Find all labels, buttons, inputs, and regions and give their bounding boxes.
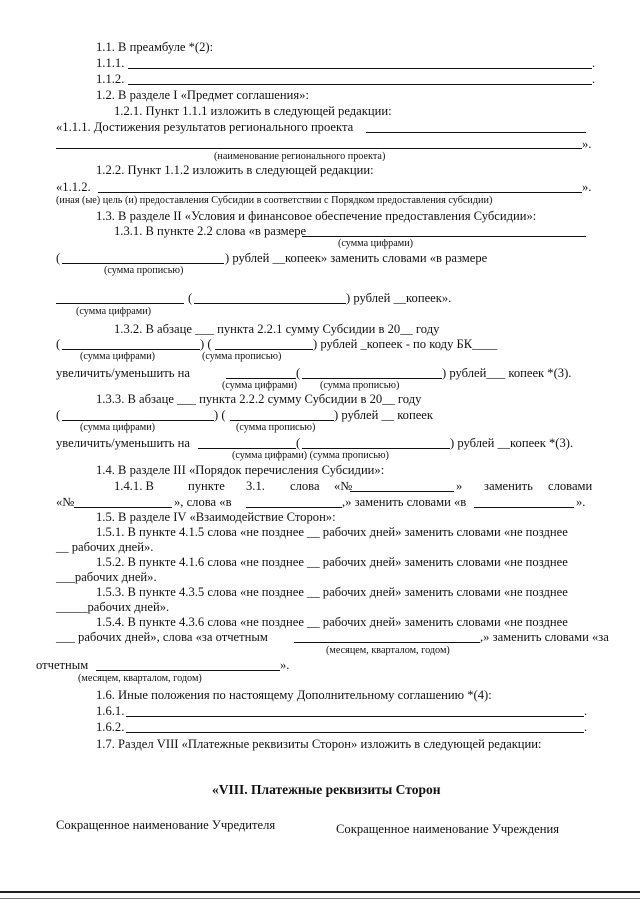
clause-1-3-2: 1.3.2. В абзаце ___ пункта 2.2.1 сумму Субсидии в 20__ году [114, 322, 440, 336]
blank-line[interactable] [126, 716, 584, 717]
clause-1-5-2: 1.5.2. В пункте 4.1.6 слова «не позднее __ рабочих дней» заменить словами «не позднее [96, 555, 568, 569]
blank-line[interactable] [56, 303, 184, 304]
paren: ( [296, 366, 301, 380]
rub-kop-3b: ) рублей __копеек *(3). [450, 436, 574, 450]
blank-line[interactable] [302, 448, 450, 449]
blank-line[interactable] [98, 192, 582, 193]
label-sum-digits: (сумма цифрами) [222, 380, 298, 391]
period: . [592, 56, 596, 70]
word: ,» заменить словами «в [342, 495, 467, 509]
label-sum-words: (сумма прописью) [320, 380, 400, 391]
label-sum-digits: (сумма цифрами) [338, 238, 414, 249]
word: » [456, 479, 463, 493]
label-sum-words: (сумма прописью) [104, 265, 184, 276]
blank-line[interactable] [302, 378, 442, 379]
clause-1-2-1: 1.2.1. Пункт 1.1.1 изложить в следующей редакции: [114, 104, 392, 118]
clause-1-3-1: 1.3.1. В пункте 2.2 слова «в размере [114, 224, 307, 238]
period: . [584, 704, 588, 718]
increase-decrease: увеличить/уменьшить на [56, 366, 190, 380]
clause-1-1-2: 1.1.2. [96, 72, 125, 86]
word: заменить [484, 479, 533, 493]
blank-line[interactable] [128, 84, 592, 85]
word: слова [290, 479, 320, 493]
institution-label: Сокращенное наименование Учреждения [336, 822, 560, 836]
increase-decrease: увеличить/уменьшить на [56, 436, 190, 450]
paren: ( [188, 291, 193, 305]
clause-1-6: 1.6. Иные положения по настоящему Дополнительному соглашению *(4): [96, 688, 492, 702]
page-bottom-edge [0, 891, 640, 893]
clause-1-2-2: 1.2.2. Пункт 1.1.2 изложить в следующей редакции: [96, 163, 374, 177]
blank-line[interactable] [294, 642, 480, 643]
blank-line[interactable] [474, 507, 574, 508]
label-sum-digits: (сумма цифрами) [76, 306, 152, 317]
label-goals: (иная (ые) цель (и) предоставления Субсидии в соответствии с Порядком предоставления субсидии) [56, 195, 493, 206]
clause-1-1-1: 1.1.1. [96, 56, 125, 70]
clause-1-6-2: 1.6.2. [96, 720, 125, 734]
clause-1-5-4: 1.5.4. В пункте 4.3.6 слова «не позднее __ рабочих дней» заменить словами «не позднее [96, 615, 568, 629]
clause-1-1: 1.1. В преамбуле *(2): [96, 40, 214, 54]
clause-1-4: 1.4. В разделе III «Порядок перечисления Субсидии»: [96, 463, 385, 477]
blank-line[interactable] [96, 670, 280, 671]
blank-line[interactable] [62, 349, 200, 350]
blank-line[interactable] [194, 303, 346, 304]
label-sum-digits: (сумма цифрами) [80, 351, 156, 362]
blank-line[interactable] [62, 420, 214, 421]
rub-kop-3: ) рублей___ копеек *(3). [442, 366, 572, 380]
clause-1-5-1: 1.5.1. В пункте 4.1.5 слова «не позднее __ рабочих дней» заменить словами «не позднее [96, 525, 568, 539]
clause-1-6-1: 1.6.1. [96, 704, 125, 718]
quote-end: ». [582, 137, 592, 151]
label-sum-words: (сумма прописью) [236, 422, 316, 433]
word: 3.1. [246, 479, 265, 493]
word: словами [548, 479, 593, 493]
word: «№ [334, 479, 353, 493]
paren-mid: ) ( [214, 408, 226, 422]
clause-cont: _____рабочих дней». [56, 600, 170, 614]
label-period: (месяцем, кварталом, годом) [78, 673, 202, 684]
blank-line[interactable] [128, 68, 592, 69]
word: пункте [188, 479, 225, 493]
word: », слова «в [174, 495, 232, 509]
blank-line[interactable] [56, 148, 582, 149]
clause-1-2: 1.2. В разделе I «Предмет соглашения»: [96, 88, 309, 102]
clause-cont: ,» заменить словами «за [480, 630, 609, 644]
blank-line[interactable] [215, 349, 313, 350]
word: отчетным [36, 658, 89, 672]
founder-label: Сокращенное наименование Учредителя [56, 818, 276, 832]
word: ». [576, 495, 586, 509]
quote-1-1-2: «1.1.2. [56, 180, 91, 194]
paren-mid: ) ( [200, 337, 212, 351]
blank-line[interactable] [350, 491, 454, 492]
label-sum-digits: (сумма цифрами) [80, 422, 156, 433]
label-period: (месяцем, кварталом, годом) [326, 645, 450, 656]
blank-line[interactable] [126, 732, 584, 733]
clause-1-5: 1.5. В разделе IV «Взаимодействие Сторон»: [96, 510, 336, 524]
clause-1-3-3: 1.3.3. В абзаце ___ пункта 2.2.2 сумму Субсидии в 20__ году [96, 392, 422, 406]
blank-line[interactable] [74, 507, 172, 508]
blank-line[interactable] [302, 236, 586, 237]
paren: ( [56, 337, 61, 351]
period: . [584, 720, 588, 734]
replace-text: ) рублей __копеек» заменить словами «в размере [225, 251, 488, 265]
clause-cont: ___рабочих дней». [56, 570, 157, 584]
clause-cont: ___ рабочих дней», слова «за отчетным [56, 630, 268, 644]
label-sum-words: (сумма прописью) [202, 351, 282, 362]
paren: ( [56, 408, 61, 422]
clause-1-4-1: 1.4.1. В [114, 479, 154, 493]
paren: ( [296, 436, 301, 450]
quote-1-1-1: «1.1.1. Достижения результатов регионального проекта [56, 120, 354, 134]
blank-line[interactable] [366, 132, 586, 133]
blank-line[interactable] [226, 378, 296, 379]
rub-kop: ) рублей __ копеек [334, 408, 434, 422]
word: ». [280, 658, 290, 672]
label-sum-pair: (сумма цифрами) (сумма прописью) [232, 450, 389, 461]
label-regional-project: (наименование регионального проекта) [214, 151, 386, 162]
blank-line[interactable] [62, 263, 224, 264]
page-bottom-edge-shadow [0, 898, 640, 899]
paren: ( [56, 251, 61, 265]
blank-line[interactable] [198, 448, 296, 449]
clause-1-7: 1.7. Раздел VIII «Платежные реквизиты Сторон» изложить в следующей редакции: [96, 737, 542, 751]
clause-1-5-3: 1.5.3. В пункте 4.3.5 слова «не позднее __ рабочих дней» заменить словами «не позднее [96, 585, 568, 599]
section-heading: «VIII. Платежные реквизиты Сторон [212, 782, 441, 797]
rub-kop-end: ) рублей __копеек». [346, 291, 452, 305]
blank-line[interactable] [246, 507, 342, 508]
rub-kbk: ) рублей _копеек - по коду БК____ [313, 337, 498, 351]
quote-end: ». [582, 180, 592, 194]
clause-1-3: 1.3. В разделе II «Условия и финансовое обеспечение предоставления Субсидии»: [96, 209, 537, 223]
period: . [592, 72, 596, 86]
blank-line[interactable] [230, 420, 334, 421]
clause-cont: __ рабочих дней». [56, 540, 154, 554]
word: «№ [56, 495, 75, 509]
